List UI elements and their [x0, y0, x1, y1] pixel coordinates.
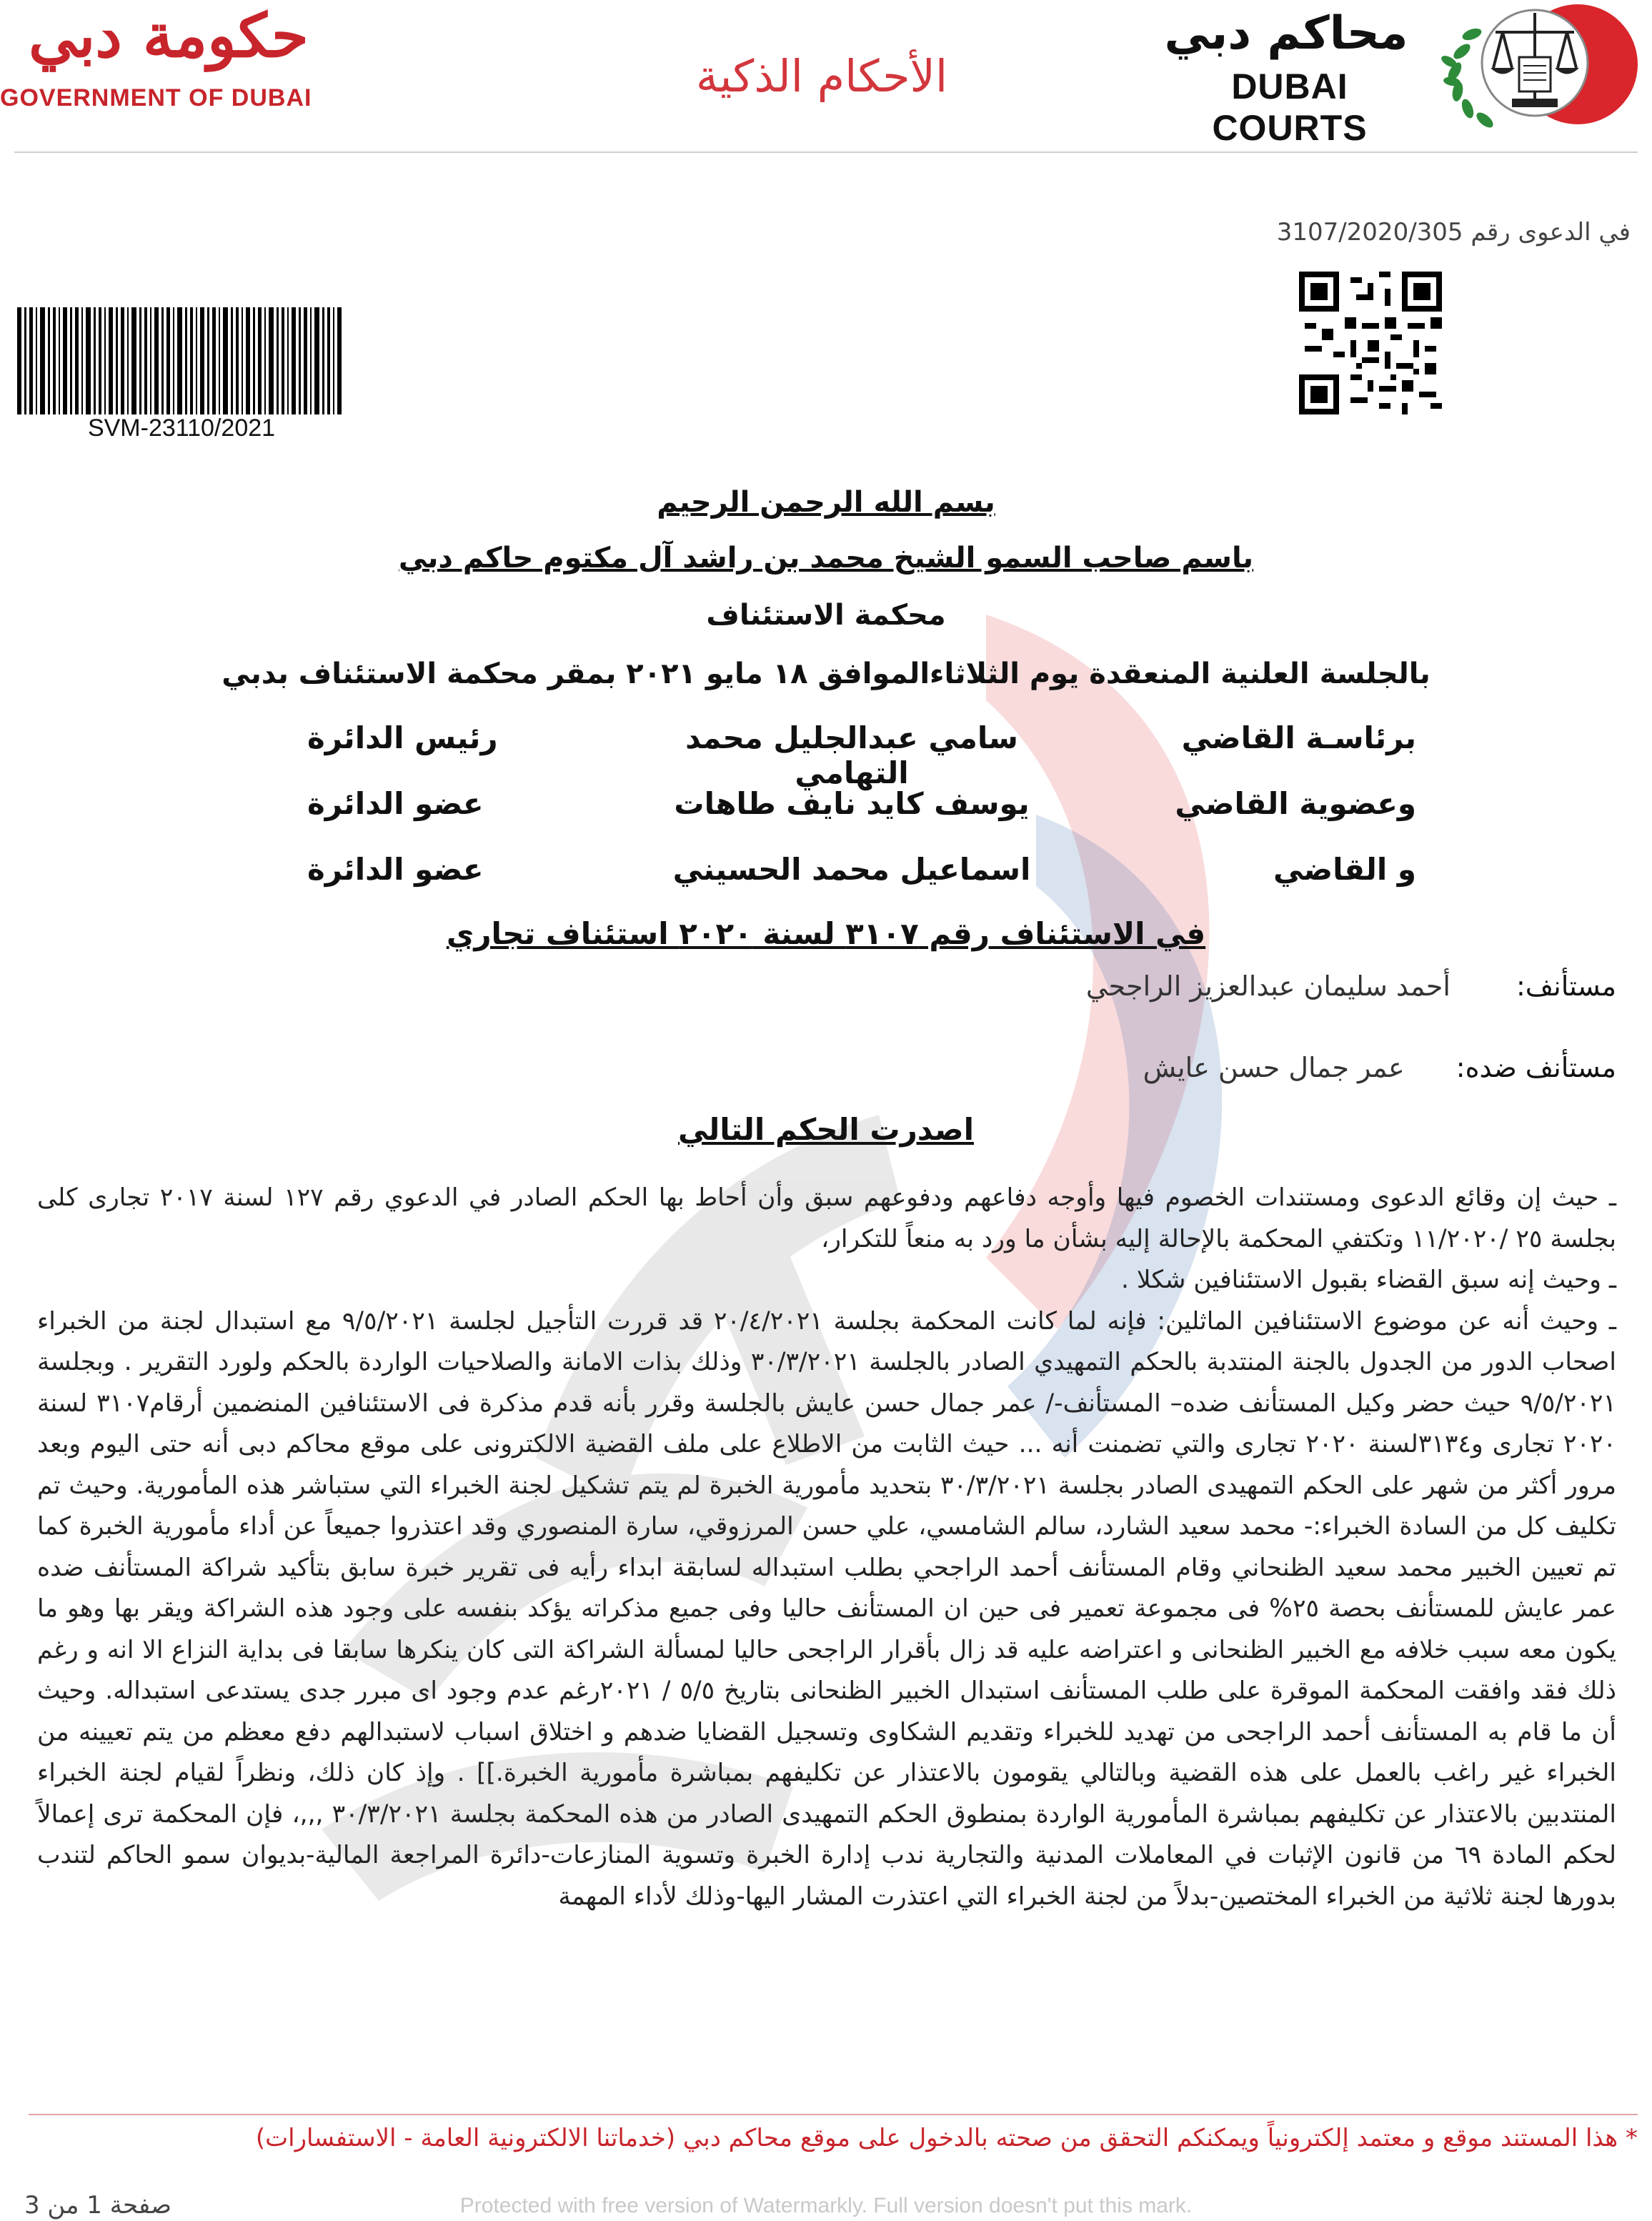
body-paragraph: ـ وحيث إنه سبق القضاء بقبول الاستئنافين شكلا .	[1120, 1266, 1616, 1294]
ruling-heading: اصدرت الحكم التالي	[677, 1112, 974, 1147]
bench-row-member	[0, 852, 1652, 902]
barcode-number: SVM-23110/2021	[87, 414, 276, 442]
header-divider	[14, 151, 1638, 153]
government-of-dubai-logo-script: حكومة دبي	[29, 0, 309, 71]
party-name: أحمد سليمان عبدالعزيز الراجحي	[1085, 970, 1451, 1002]
bench-role: وعضوية القاضي	[1175, 786, 1416, 821]
bench-position: عضو الدائرة	[307, 852, 484, 887]
qr-code-icon	[1299, 272, 1442, 414]
bench-row-member	[0, 786, 1652, 836]
body-paragraph: ـ وحيث أنه عن موضوع الاستئنافين الماثلين: فإنه لما كانت المحكمة بجلسة ٢٠/٤/٢٠٢١ قد قررت التأجيل لجلسة ٩/٥/٢٠٢١ مع استبدال لجنة من الخبراء اصحاب الدور من الجدول بالجنة المنتدبة بالحكم التمهيدي الصادر بالجلسة ٣٠/٣/٢٠٢١ وذلك بذات الامانة والصلاحيات الواردة بالحكم ولورد التقرير . وبجلسة ٩/٥/٢٠٢١ حيث حضر وكيل المستأنف ضده– المستأنف-/ عمر جمال حسن عايش بالجلسة وقرر بأنه قدم مذكرة فى الاستئنافين المنضمين أرقام٣١٠٧ لسنة ٢٠٢٠ تجارى و٣١٣٤لسنة ٢٠٢٠ تجارى والتي تضمنت أنه ... حيث الثابت من الاطلاع على ملف القضية الالكترونى على موقع محاكم دبى أنه حتى اليوم وبعد مرور أكثر من شهر على الحكم التمهيدى الصادر بجلسة ٣٠/٣/٢٠٢١ بتحديد مأمورية الخبرة لم يتم تشكيل لجنة الخبراء التي ستباشر هذه المأمورية. وحيث تم تكليف كل من السادة الخبراء:- محمد سعيد الشارد، سالم الشامسي، علي حسن المرزوقي، سارة المنصوري وقد اعتذروا جميعاً عن أداء مأمورية الخبرة كما تم تعيين الخبير محمد سعيد الظنحاني وقام المستأنف أحمد الراجحي بطلب استبداله لسابقة ابداء رأيه فى تقرير خبرة سابق بتأكيد شراكة المستأنف ضده عمر عايش للمستأنف بحصة ٢٥% فى مجموعة تعمير فى حين ان المستأنف حاليا وفى جميع مذكراته يؤكد بنفسه على وجود هذه الشراكة ويقر بها وهو ما يكون معه سبب خلافه مع الخبير الظنحانى و اعتراضه عليه قد زال بأقرار الراجحى حاليا لمسألة الشراكة التى كان ينكرها سابقا فى بداية النزاع الا انه و رغم ذلك فقد وافقت المحكمة الموقرة على طلب المستأنف استبدال الخبير الظنحانى بتاريخ ٥/٥ / ٢٠٢١رغم عدم وجود اى مبرر جدى يستدعى استبداله. وحيث أن ما قام به المستأنف أحمد الراجحى من تهديد للخبراء وتقديم الشكاوى وتسجيل القضايا ضدهم و اختلاق اسباب لاستبدالهم دفع معظم من يتم تعيينه من الخبراء غير راغب بالعمل على هذه القضية وبالتالي يقومون بالاعتذار عن تكليفهم بمباشرة مأمورية الخبرة.]] . وإذ كان ذلك، ونظراً لقيام لجنة الخبراء المنتدبين بالاعتذار عن تكليفهم بمباشرة المأمورية الواردة بمنطوق الحكم التمهيدى الصادر من هذه المحكمة بجلسة ٣٠/٣/٢٠٢١ ,,,، فإن المحكمة ترى إعمالاً لحكم المادة ٦٩ من قانون الإثبات في المعاملات المدنية والتجارية ندب إدارة الخبرة وتسوية المنازعات-دائرة المراجعة المالية-بديوان سمو الحاكم لتندب بدورها لجنة ثلاثية من الخبراء المختصين-بدلاً من لجنة الخبراء التي اعتذرت المشار اليها-وذلك لأداء المهمة	[37, 1306, 1617, 1911]
party-label: مستأنف:	[1516, 970, 1616, 1002]
verification-note: * هذا المستند موقع و معتمد إلكترونياً ويمكنكم التحقق من صحته بالدخول على موقع محاكم دبي (خدماتنا الالكترونية العامة - الاستفسارات)	[255, 2124, 1638, 2152]
watermark-notice: Protected with free version of Watermarkly. Full version doesn't put this mark.	[459, 2194, 1193, 2217]
judge-name: سامي عبدالجليل محمد التهامي	[685, 720, 1018, 790]
footer-divider	[29, 2114, 1638, 2115]
government-of-dubai-logo-text: GOVERNMENT OF DUBAI	[0, 84, 312, 111]
basmala: بسم الله الرحمن الرحيم	[657, 486, 995, 519]
page-header	[0, 0, 1652, 154]
party-respondent	[1143, 1052, 1616, 1095]
barcode-icon	[17, 307, 346, 414]
bench-role: و القاضي	[1273, 852, 1416, 887]
case-reference	[1277, 218, 1631, 247]
judge-name: اسماعيل محمد الحسيني	[672, 852, 1031, 887]
case-reference-number: 3107/2020/305	[1276, 218, 1463, 247]
session-details: بالجلسة العلنية المنعقدة يوم الثلاثاءالموافق ١٨ مايو ٢٠٢١ بمقر محكمة الاستئناف بدبي	[222, 657, 1430, 690]
court-name: محكمة الاستئناف	[706, 599, 946, 632]
bench-row-presiding	[0, 720, 1652, 790]
bench-position: رئيس الدائرة	[307, 720, 498, 755]
body-paragraph: ـ حيث إن وقائع الدعوى ومستندات الخصوم فيها وأوجه دفاعهم ودفوعهم سبق وأن أحاط بها الحكم الصادر في الدعوي رقم ١٢٧ لسنة ٢٠١٧ تجارى كلى بجلسة ٢٥ /١١/٢٠٢٠ وتكتفي المحكمة بالإحالة إليه بشأن ما ورد به منعاً للتكرار،	[37, 1183, 1616, 1253]
page-title: الأحكام الذكية	[695, 50, 948, 102]
dubai-courts-emblem-icon	[1428, 0, 1642, 129]
judge-name: يوسف كايد نايف طاهات	[674, 786, 1030, 821]
dubai-courts-logo-arabic: محاكم دبي	[1164, 7, 1408, 60]
case-reference-label: في الدعوى رقم	[1471, 218, 1631, 247]
party-name: عمر جمال حسن عايش	[1143, 1052, 1405, 1083]
judgment-body	[37, 1178, 1616, 1917]
dubai-courts-logo-english: DUBAI COURTS	[1212, 66, 1368, 148]
bench-position: عضو الدائرة	[307, 786, 484, 821]
party-appellant	[1086, 970, 1616, 1013]
party-label: مستأنف ضده:	[1456, 1052, 1616, 1083]
page-number: صفحة 1 من 3	[24, 2191, 171, 2220]
bench-role: برئاسـة القاضي	[1181, 720, 1416, 755]
appeal-number-heading: في الاستئناف رقم ٣١٠٧ لسنة ٢٠٢٠ استئناف تجاري	[446, 916, 1206, 951]
ruler-invocation: باسم صاحب السمو الشيخ محمد بن راشد آل مكتوم حاكم دبي	[398, 542, 1254, 575]
